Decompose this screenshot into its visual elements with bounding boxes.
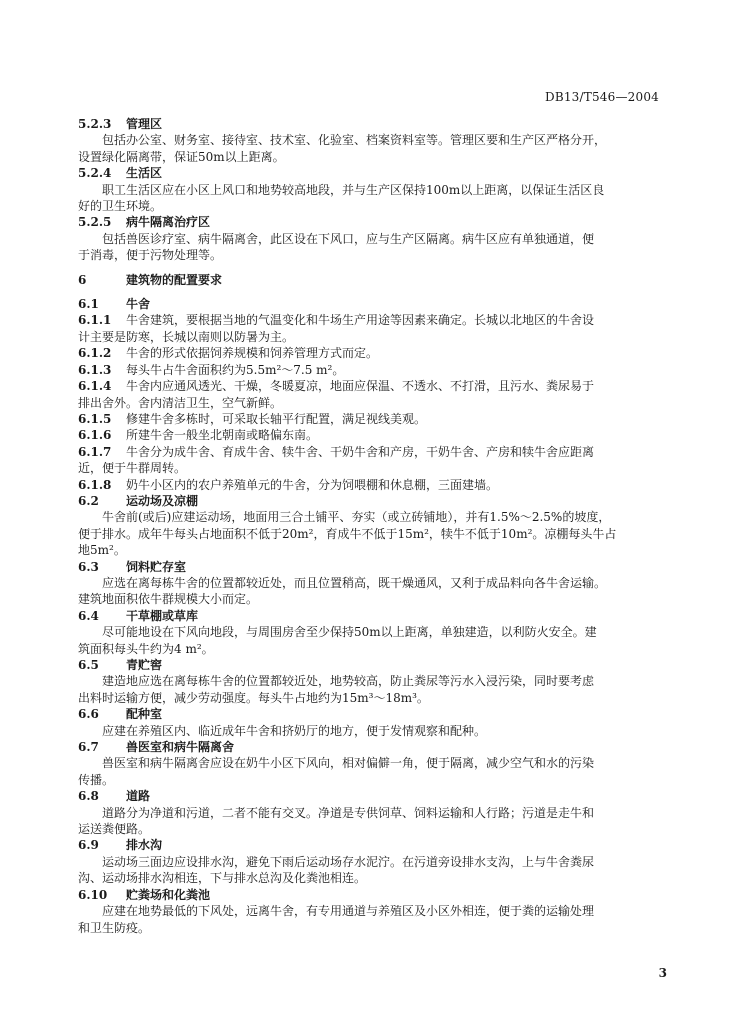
- paragraph-line: 应建在养殖区内、临近成年牛舍和挤奶厅的地方，便于发情观察和配种。: [102, 723, 487, 738]
- clause-line: [78, 312, 672, 328]
- section-title: 贮粪场和化粪池: [126, 887, 211, 902]
- section-number: 6: [78, 272, 87, 287]
- section-number: 5.2.4: [78, 166, 112, 181]
- clause-number: 6.1.5: [78, 411, 112, 426]
- section-heading: [78, 788, 672, 804]
- section-heading: [78, 165, 672, 181]
- spacer: [78, 264, 672, 272]
- paragraph-continuation: 筑面积每头牛约为4 m²。: [78, 641, 214, 656]
- clause-line: [78, 411, 672, 427]
- section-title: 管理区: [126, 117, 163, 131]
- section-title: 干草棚或草库: [126, 608, 199, 623]
- paragraph-continuation: 运送粪便路。: [78, 822, 151, 837]
- section-heading: [78, 214, 672, 230]
- paragraph-line: 兽医室和病牛隔离舍应设在奶牛小区下风向，相对偏僻一角，便于隔离，减少空气和水的污染: [102, 756, 595, 771]
- section-number: 6.9: [78, 838, 99, 853]
- clause-text: 奶牛小区内的农户养殖单元的牛舍，分为饲喂棚和休息棚，三面建墙。: [126, 477, 499, 492]
- clause-line: [78, 477, 672, 493]
- section-heading: [78, 116, 672, 132]
- section-title: 病牛隔离治疗区: [126, 215, 211, 230]
- paragraph-continuation: 出料时运输方便，减少劳动强度。每头牛占地约为15m³～18m³。: [78, 690, 429, 705]
- clause-line: [78, 362, 672, 378]
- paragraph-line: 职工生活区应在小区上风口和地势较高地段，并与生产区保持100m以上距离，以保证生活区良: [102, 182, 605, 197]
- paragraph-continuation: 计主要是防寒，长城以南则以防暑为主。: [78, 329, 295, 344]
- section-title: 排水沟: [126, 838, 163, 853]
- section-title: 运动场及凉棚: [126, 493, 199, 508]
- paragraph-line: 道路分为净道和污道，二者不能有交叉。净道是专供饲草、饲料运输和人行路；污道是走牛和: [102, 805, 595, 820]
- clause-line: [78, 444, 672, 460]
- section-heading: [78, 706, 672, 722]
- clause-line: [78, 378, 672, 394]
- section-heading: [78, 608, 672, 624]
- section-number: 6.5: [78, 658, 99, 672]
- page-number: 3: [658, 966, 667, 980]
- paragraph-line: 运动场三面边应设排水沟，避免下雨后运动场存水泥泞。在污道旁设排水支沟，上与牛舍粪尿: [102, 854, 595, 869]
- clause-line: [78, 427, 672, 443]
- paragraph-continuation: 便于排水。成年牛每头占地面积不低于20m²，育成牛不低于15m²，犊牛不低于10m²。凉棚每头牛占: [78, 526, 617, 541]
- clause-number: 6.1.2: [78, 346, 112, 361]
- clause-number: 6.1.7: [78, 444, 112, 459]
- section-number: 6.8: [78, 789, 99, 804]
- clause-number: 6.1.8: [78, 477, 112, 492]
- section-heading: [78, 493, 672, 509]
- paragraph-continuation: 于消毒，便于污物处理等。: [78, 248, 223, 263]
- paragraph-line: 应选在离每栋牛舍的位置都较近处，而且位置稍高，既干燥通风，又利于成品料向各牛舍运输。: [102, 575, 607, 590]
- paragraph-continuation: 近，便于牛群周转。: [78, 461, 187, 476]
- section-number: 6.3: [78, 559, 99, 574]
- paragraph-continuation: 传播。: [78, 772, 115, 787]
- paragraph-line: 建造地应选在离每栋牛舍的位置都较近处，地势较高，防止粪尿等污水入浸污染，同时要考虑: [102, 674, 595, 689]
- spacer: [78, 288, 672, 296]
- clause-text: 所建牛舍一般坐北朝南或略偏东南。: [126, 428, 319, 443]
- paragraph-continuation: 排出舍外。舍内清洁卫生，空气新鲜。: [78, 395, 283, 410]
- clause-number: 6.1.3: [78, 362, 112, 377]
- paragraph-continuation: 和卫生防疫。: [78, 920, 151, 935]
- paragraph-line: 牛舍前(或后)应建运动场，地面用三合土铺平、夯实（或立砖铺地），并有1.5%～2.5%的坡度，: [102, 510, 611, 525]
- section-title: 牛舍: [126, 297, 151, 312]
- clause-text: 修建牛舍多栋时，可采取长轴平行配置，满足视线美观。: [126, 411, 427, 426]
- paragraph-continuation: 地5m²。: [78, 543, 126, 558]
- standard-code-header: DB13/T546—2004: [545, 90, 659, 104]
- clause-number: 6.1.4: [78, 379, 112, 394]
- clause-text: 牛舍建筑，要根据当地的气温变化和牛场生产用途等因素来确定。长城以北地区的牛舍设: [126, 313, 595, 328]
- paragraph-continuation: 设置绿化隔离带，保证50m以上距离。: [78, 149, 285, 164]
- clause-number: 6.1.6: [78, 428, 112, 443]
- paragraph-continuation: 好的卫生环境。: [78, 199, 163, 214]
- section-heading: [78, 657, 672, 673]
- section-title: 配种室: [126, 707, 163, 722]
- paragraph-line: 包括办公室、财务室、接待室、技术室、化验室、档案资料室等。管理区要和生产区严格分开，: [102, 133, 607, 148]
- section-heading: [78, 837, 672, 853]
- section-heading: [78, 887, 672, 903]
- paragraph-continuation: 建筑地面积依牛群规模大小而定。: [78, 592, 259, 607]
- paragraph-line: 尽可能地设在下风向地段，与周围房舍至少保持50m以上距离，单独建造，以利防火安全。建: [102, 625, 597, 640]
- clause-text: 牛舍分为成牛舍、育成牛舍、犊牛舍、干奶牛舍和产房，干奶牛舍、产房和犊牛舍应距离: [126, 444, 595, 459]
- paragraph-line: 包括兽医诊疗室、病牛隔离舍，此区设在下风口，应与生产区隔离。病牛区应有单独通道，便: [102, 231, 595, 246]
- section-title: 饲料贮存室: [126, 559, 187, 574]
- clause-line: [78, 345, 672, 361]
- section-number: 6.6: [78, 707, 99, 722]
- clause-number: 6.1.1: [78, 313, 112, 328]
- section-title: 生活区: [126, 166, 163, 181]
- section-heading: [78, 296, 672, 312]
- section-number: 6.2: [78, 493, 99, 508]
- section-title: 建筑物的配置要求: [126, 272, 223, 287]
- clause-text: 每头牛占牛舍面积约为5.5m²～7.5 m²。: [126, 362, 345, 377]
- section-number: 6.10: [78, 887, 108, 902]
- paragraph-continuation: 沟、运动场排水沟相连，下与排水总沟及化粪池相连。: [78, 871, 367, 886]
- section-number: 6.7: [78, 740, 99, 755]
- section-title: 兽医室和病牛隔离舍: [126, 740, 235, 755]
- paragraph-line: 应建在地势最低的下风处，远离牛舍，有专用通道与养殖区及小区外相连，便于粪的运输处理: [102, 904, 595, 919]
- section-number: 5.2.3: [78, 117, 112, 131]
- section-number: 6.4: [78, 608, 99, 623]
- clause-text: 牛舍的形式依据饲养规模和饲养管理方式而定。: [126, 346, 379, 361]
- section-heading: [78, 272, 672, 288]
- section-title: 道路: [126, 789, 151, 804]
- section-heading: [78, 739, 672, 755]
- document-body: [78, 116, 672, 936]
- section-heading: [78, 559, 672, 575]
- clause-text: 牛舍内应通风透光、干燥，冬暖夏凉，地面应保温、不透水、不打滑，且污水、粪尿易于: [126, 379, 595, 394]
- section-title: 青贮窖: [126, 658, 163, 672]
- section-number: 5.2.5: [78, 215, 112, 230]
- section-number: 6.1: [78, 297, 99, 312]
